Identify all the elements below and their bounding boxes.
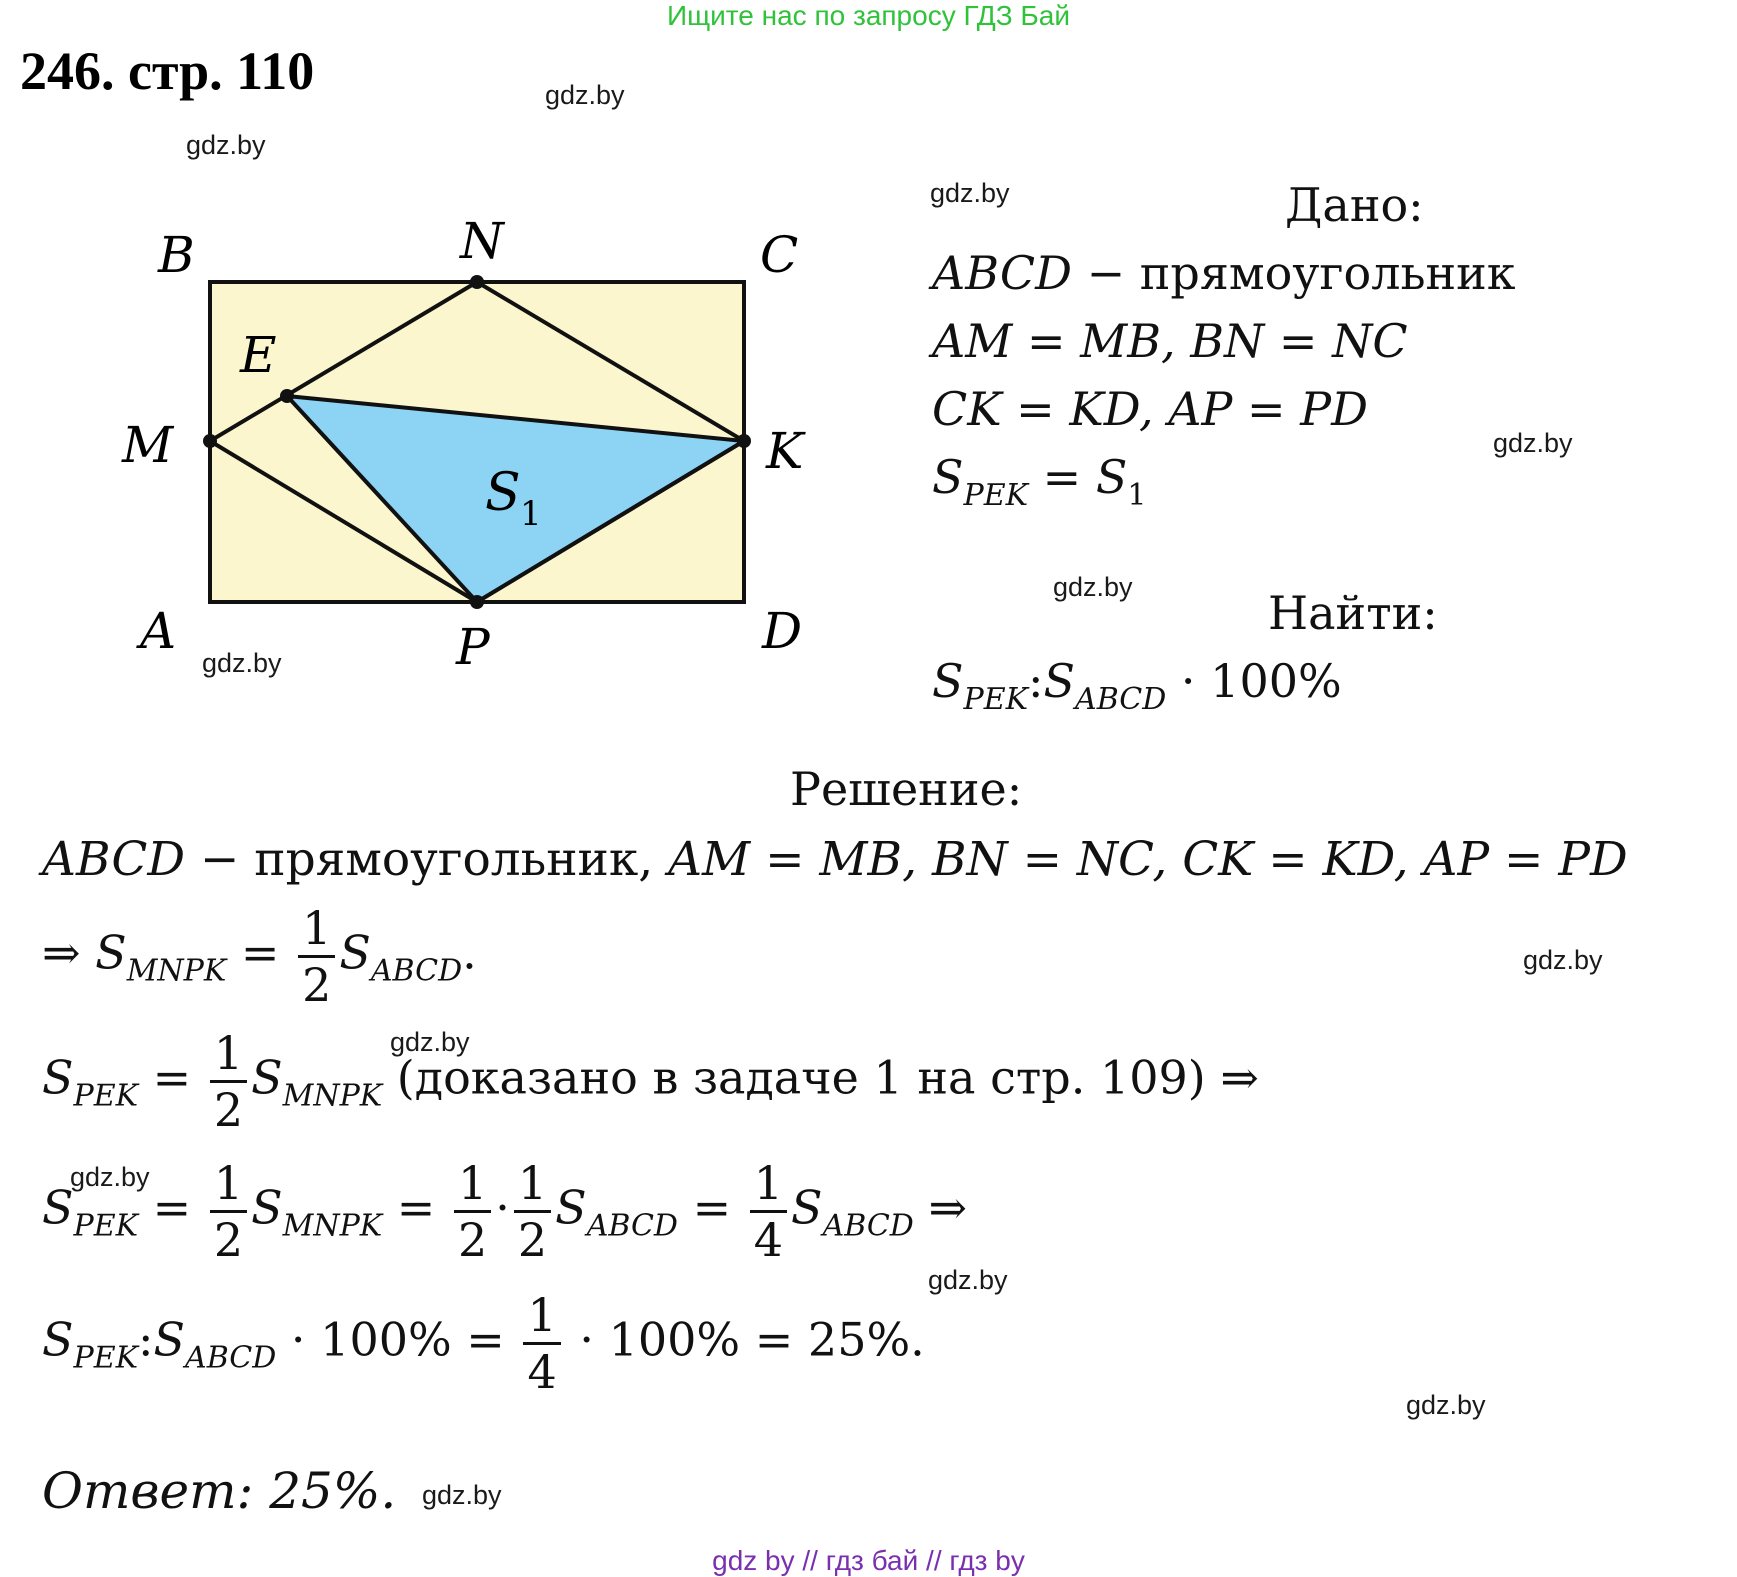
point-m bbox=[203, 434, 217, 448]
problem-title: 246. стр. 110 bbox=[20, 41, 315, 101]
label-d: D bbox=[762, 602, 803, 660]
find-heading: Найти: bbox=[1268, 586, 1438, 640]
watermark: gdz.by bbox=[422, 1480, 502, 1510]
given-line-4: $S_{PEK} = S_1$ bbox=[932, 450, 1147, 513]
given-line-1: ABCD − прямоугольник bbox=[932, 246, 1516, 300]
find-line: $S_{PEK}:S_{ABCD} \cdot 100\%$ bbox=[932, 654, 1342, 717]
watermark: gdz.by bbox=[930, 178, 1010, 208]
label-b: B bbox=[158, 226, 195, 284]
label-e: E bbox=[240, 326, 277, 384]
point-n bbox=[470, 275, 484, 289]
watermark: gdz.by bbox=[545, 80, 625, 110]
watermark: gdz.by bbox=[202, 648, 282, 678]
watermark: gdz.by bbox=[70, 1162, 150, 1192]
fraction: $\frac{1}{4}$ bbox=[523, 1292, 560, 1395]
label-c: C bbox=[760, 226, 799, 284]
solution-line-2: ⇒ $S_{MNPK}$ = $\frac{1}{2}$ $S_{ABCD}$. bbox=[42, 901, 477, 1012]
solution-line-4: $S_{PEK}$ = $\frac{1}{2}$ $S_{MNPK}$ = $\frac{1}{2}$ · $\frac{1}{2}$ $S_{ABCD}$ = $\frac{1}{4}$ $S_{ABCD}$ ⇒ bbox=[42, 1156, 968, 1267]
watermark: gdz.by bbox=[1493, 428, 1573, 458]
geometry-figure bbox=[110, 200, 830, 690]
label-p: P bbox=[456, 618, 490, 676]
watermark: gdz.by bbox=[1053, 572, 1133, 602]
fraction: $\frac{1}{2}$ bbox=[298, 905, 335, 1008]
point-k bbox=[737, 434, 751, 448]
fraction: $\frac{1}{2}$ bbox=[210, 1160, 247, 1263]
given-line-3: CK = KD, AP = PD bbox=[932, 382, 1368, 436]
top-banner: Ищите нас по запросу ГДЗ Бай bbox=[666, 0, 1071, 31]
answer: Ответ: 25%. bbox=[42, 1462, 397, 1520]
area-label-sub: 1 bbox=[520, 494, 542, 534]
watermark: gdz.by bbox=[390, 1027, 470, 1057]
fraction: $\frac{1}{4}$ bbox=[750, 1160, 787, 1263]
label-n: N bbox=[460, 212, 504, 270]
label-a: A bbox=[140, 602, 177, 660]
fraction: $\frac{1}{2}$ bbox=[454, 1160, 491, 1263]
fraction: $\frac{1}{2}$ bbox=[210, 1030, 247, 1133]
footer-links[interactable]: gdz by // гдз бай // гдз by bbox=[712, 1545, 1025, 1576]
point-e bbox=[280, 389, 294, 403]
point-p bbox=[470, 595, 484, 609]
label-k: K bbox=[766, 422, 804, 480]
solution-line-5: $S_{PEK}:S_{ABCD} \cdot 100\%$ = $\frac{1}{4}$ · 100% = 25%. bbox=[42, 1288, 925, 1399]
watermark: gdz.by bbox=[186, 130, 266, 160]
solution-line-1: ABCD − прямоугольник, AM = MB, BN = NC, CK = KD, AP = PD bbox=[42, 832, 1628, 887]
solution-line-3: $S_{PEK}$ = $\frac{1}{2}$ $S_{MNPK}$ (доказано в задаче 1 на стр. 109) ⇒ bbox=[42, 1026, 1259, 1137]
solution-heading: Решение: bbox=[790, 762, 1023, 816]
area-label: S bbox=[485, 463, 521, 523]
given-heading: Дано: bbox=[1285, 178, 1424, 232]
given-line-2: AM = MB, BN = NC bbox=[932, 314, 1408, 368]
watermark: gdz.by bbox=[1406, 1390, 1486, 1420]
watermark: gdz.by bbox=[1523, 945, 1603, 975]
label-m: M bbox=[122, 416, 174, 474]
watermark: gdz.by bbox=[928, 1265, 1008, 1295]
fraction: $\frac{1}{2}$ bbox=[514, 1160, 551, 1263]
